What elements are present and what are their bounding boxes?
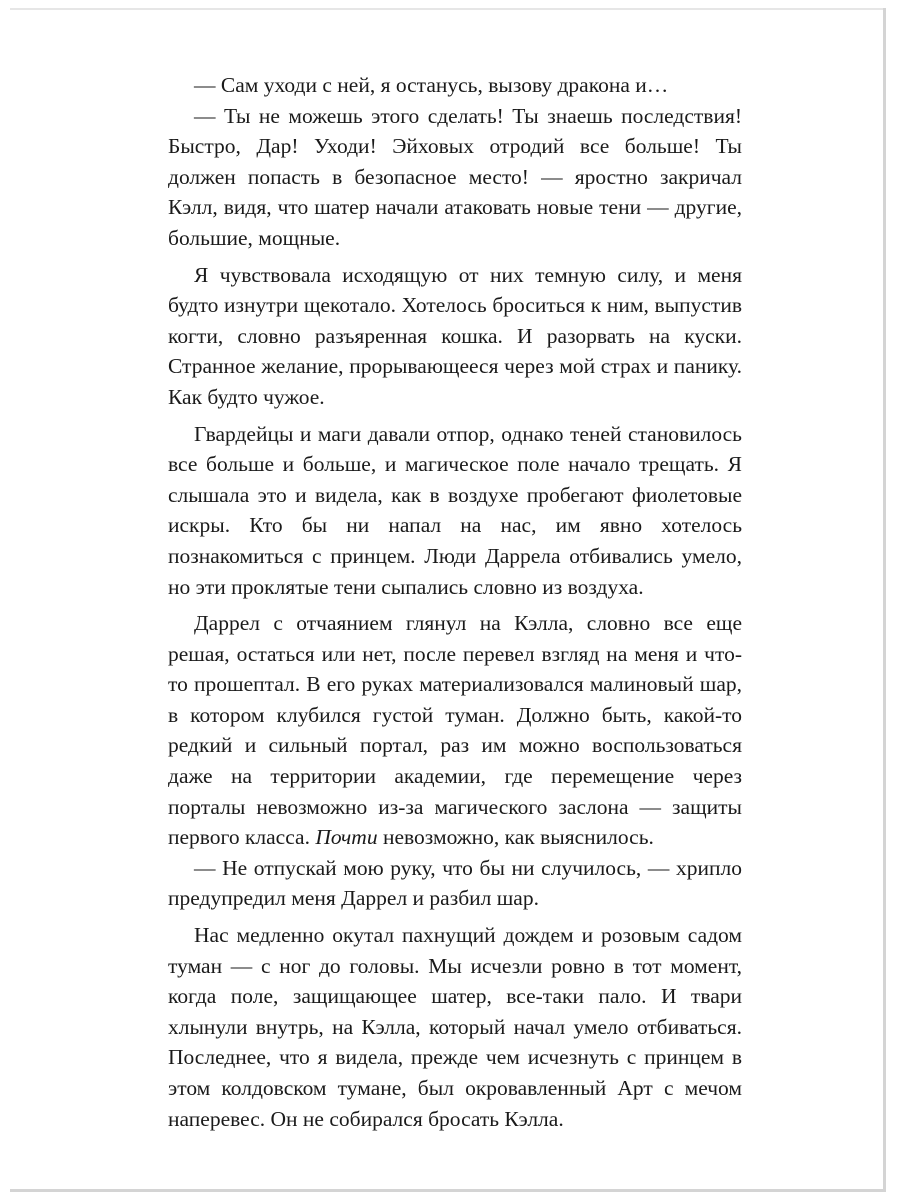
paragraph-7 — [168, 920, 742, 1134]
italic-word: Почти — [315, 825, 378, 850]
paragraph-text: — Ты не можешь этого сделать! Ты знаешь последствия! Быстро, Дар! Уходи! Эйховых отродий все больше! Ты должен попасть в безопасное место! — яростно закричал Кэлл, видя, что шатер начали атаковать новые тени — другие, большие, мощные. — [168, 103, 742, 250]
page-edge-right — [883, 8, 886, 1190]
page-edge-top — [10, 8, 886, 10]
paragraph-text: невозможно, как выяснилось. — [377, 825, 654, 850]
paragraph-text: Я чувствовала исходящую от них темную силу, и меня будто изнутри щекотало. Хотелось броситься к ним, выпустив когти, словно разъяренная кошка. И разорвать на куски. Странное желание, прорывающееся через мой страх и панику. Как будто чужое. — [168, 262, 742, 409]
paragraph-3 — [168, 260, 742, 413]
paragraph-1 — [168, 70, 742, 101]
page-text — [168, 70, 742, 1140]
paragraph-2 — [168, 101, 742, 254]
paragraph-6 — [168, 853, 742, 914]
paragraph-text: Гвардейцы и маги давали отпор, однако теней становилось все больше и больше, и магическое поле начало трещать. Я слышала это и видела, как в воздухе пробегают фиолетовые искры. Кто бы ни напал на нас, им явно хотелось познакомиться с принцем. Люди Даррела отбивались умело, но эти проклятые тени сыпались словно из воздуха. — [168, 421, 742, 599]
page-edge-bottom — [10, 1189, 886, 1192]
paragraph-5 — [168, 608, 742, 853]
paragraph-4 — [168, 419, 742, 603]
paragraph-text: — Не отпускай мою руку, что бы ни случилось, — хрипло предупредил меня Даррел и разбил шар. — [168, 855, 742, 911]
paragraph-text: Нас медленно окутал пахнущий дождем и розовым садом туман — с ног до головы. Мы исчезли ровно в тот момент, когда поле, защищающее шатер, все-таки пало. И твари хлынули внутрь, на Кэлла, который начал умело отбиваться. Последнее, что я видела, прежде чем исчезнуть с принцем в этом колдовском тумане, был окровавленный Арт с мечом наперевес. Он не собирался бросать Кэлла. — [168, 923, 742, 1131]
paragraph-text: — Сам уходи с ней, я останусь, вызову дракона и… — [194, 73, 669, 97]
paragraph-text: Даррел с отчаянием глянул на Кэлла, словно все еще решая, остаться или нет, после перевел взгляд на меня и что-то прошептал. В его руках материализовался малиновый шар, в котором клубился густой туман. Должно быть, какой-то редкий и сильный портал, раз им можно воспользоваться даже на территории академии, где перемещение через порталы невозможно из-за магического заслона — защиты первого класса. — [168, 611, 742, 850]
